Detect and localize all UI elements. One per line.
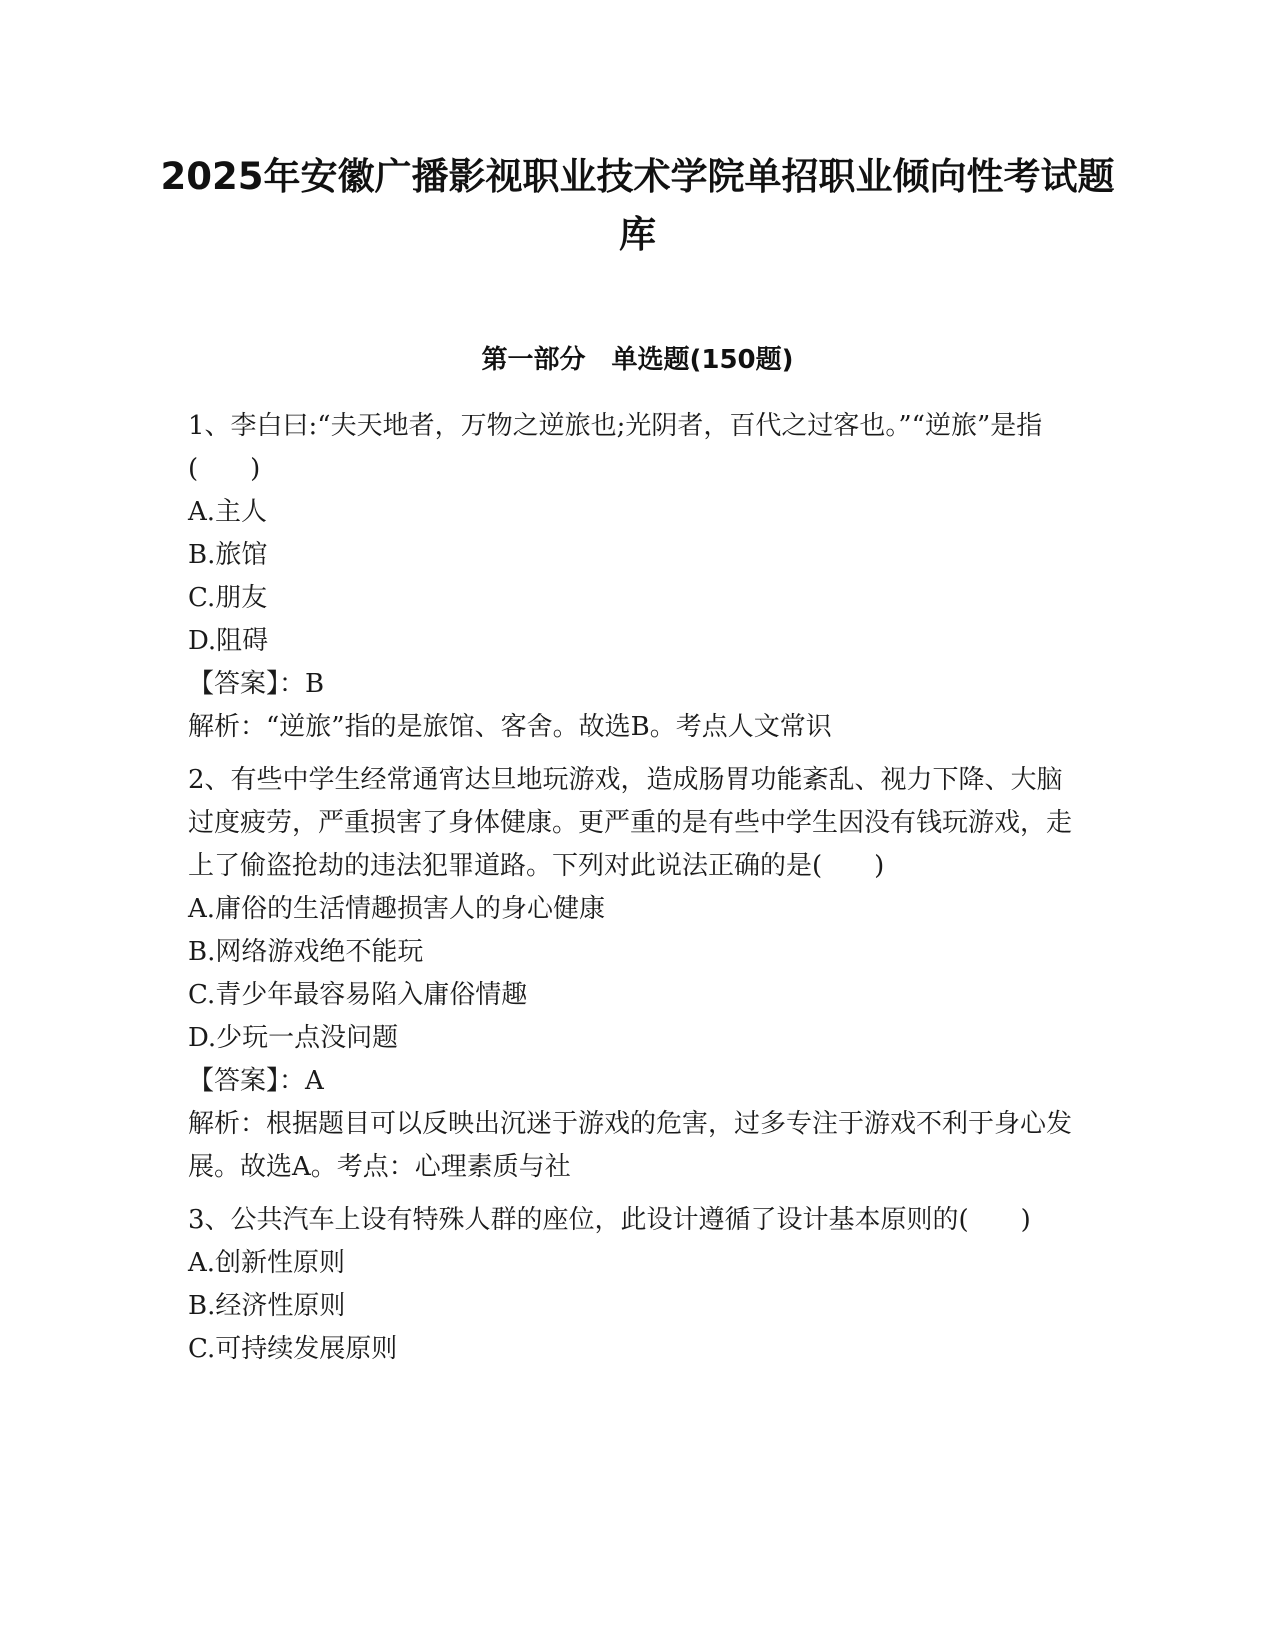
- option-b: B.经济性原则: [188, 1291, 346, 1321]
- option-a: A.主人: [188, 497, 268, 527]
- option-a: A.创新性原则: [188, 1248, 346, 1278]
- document-title: 2025年安徽广播影视职业技术学院单招职业倾向性考试题库: [160, 155, 1115, 256]
- option-b: B.网络游戏绝不能玩: [188, 937, 424, 967]
- question-2: [188, 759, 1078, 1189]
- analysis: 解析：根据题目可以反映出沉迷于游戏的危害，过多专注于游戏不利于身心发展。故选A。考点：心理素质与社: [188, 1109, 1073, 1182]
- option-c: C.青少年最容易陷入庸俗情趣: [188, 980, 528, 1010]
- question-stem: 3、公共汽车上设有特殊人群的座位，此设计遵循了设计基本原则的( ): [188, 1205, 1031, 1235]
- question-1: [188, 405, 1078, 749]
- question-stem: 2、有些中学生经常通宵达旦地玩游戏，造成肠胃功能紊乱、视力下降、大脑过度疲劳，严重损害了身体健康。更严重的是有些中学生因没有钱玩游戏，走上了偷盗抢劫的违法犯罪道路。下列对此说法正确的是( ): [188, 765, 1073, 881]
- question-stem: 1、李白曰:“夫天地者，万物之逆旅也;光阴者，百代之过客也。”“逆旅”是指( ): [188, 411, 1043, 484]
- option-c: C.朋友: [188, 583, 268, 613]
- section-title: 第一部分 单选题(150题): [481, 345, 794, 375]
- analysis: 解析：“逆旅”指的是旅馆、客舍。故选B。考点人文常识: [188, 712, 832, 742]
- option-c: C.可持续发展原则: [188, 1334, 398, 1364]
- option-d: D.阻碍: [188, 626, 269, 656]
- answer: 【答案】：A: [188, 1066, 324, 1096]
- option-b: B.旅馆: [188, 540, 268, 570]
- question-list: [188, 405, 1078, 1381]
- option-a: A.庸俗的生活情趣损害人的身心健康: [188, 894, 606, 924]
- answer: 【答案】：B: [188, 669, 325, 699]
- option-d: D.少玩一点没问题: [188, 1023, 399, 1053]
- question-3: [188, 1199, 1078, 1371]
